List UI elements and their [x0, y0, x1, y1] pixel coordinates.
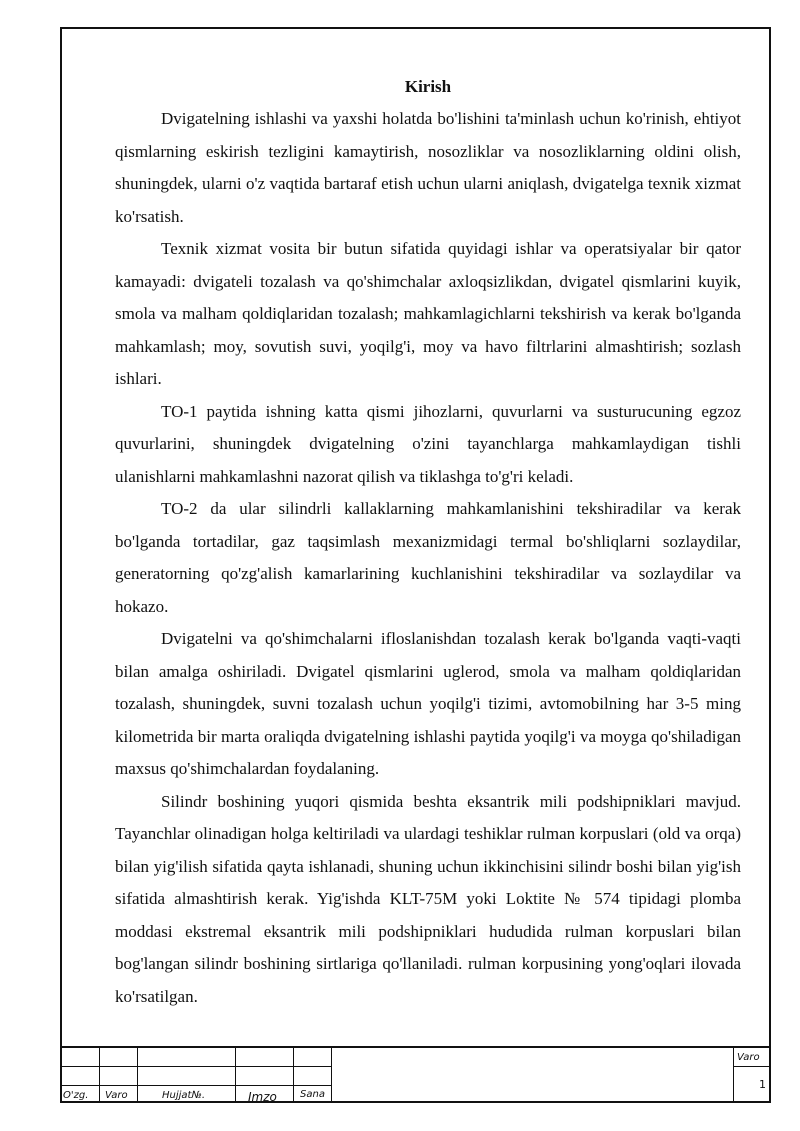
- document-title: Kirish: [404, 77, 452, 96]
- stamp-sheet-label: Varo: [737, 1052, 760, 1063]
- stamp-label-document-number: Hujjat№.: [162, 1090, 206, 1101]
- stamp-col-line-4: [293, 1048, 294, 1103]
- stamp-col-line-3: [235, 1048, 236, 1103]
- stamp-row-line-1: [60, 1066, 331, 1067]
- paragraph-2: Texnik xizmat vosita bir butun sifatida quyidagi ishlar va operatsiyalar bir qator kamayadi: dvigateli tozalash va qo'shimchalar axloqsizlikdan, dvigatel qismlarini kuyik, smola va malham qoldiqlaridan tozalash; mahkamlagichlarni tekshirish va kerak bo'lganda mahkamlash; moy, sovutish suvi, yoqilg'i, moy va havo filtrlarini almashtirish; sozlash ishlari.: [115, 239, 741, 388]
- stamp-col-line-6: [733, 1048, 734, 1103]
- stamp-col-line-5: [331, 1048, 332, 1103]
- paragraph-1: Dvigatelning ishlashi va yaxshi holatda bo'lishini ta'minlash uchun ko'rinish, ehtiyot qismlarning eskirish tezligini kamaytirish, nosozliklar va nosozliklarning oldini olish, shuningdek, ularni o'z vaqtida bartaraf etish uchun ularni aniqlash, dvigatelga texnik xizmat ko'rsatish.: [115, 109, 741, 226]
- paragraph-3: TO-1 paytida ishning katta qismi jihozlarni, quvurlarni va susturucuning egzoz quvurlarini, shuningdek dvigatelning o'zini tayanchlarga mahkamlaydigan tishli ulanishlarni mahkamlashni nazorat qilish va tiklashga to'g'ri keladi.: [115, 401, 741, 486]
- paragraph-4: TO-2 da ular silindrli kallaklarning mahkamlanishini tekshiradilar va kerak bo'lganda tortadilar, gaz taqsimlash mexanizmidagi termal bo'shliqlarni sozlaydilar, generatorning qo'zg'alish kamarlarining kuchlanishini tekshiradilar va sozlaydilar va hokazo.: [115, 499, 741, 616]
- stamp-col-line-2: [137, 1048, 138, 1103]
- paragraph-6: Silindr boshining yuqori qismida beshta eksantrik mili podshipniklari mavjud. Tayanchlar olinadigan holga keltiriladi va ulardagi teshiklar rulman korpuslari (old va orqa) bilan yig'ilish sifatida qayta ishlanadi, shuning uchun ikkinchisini silindr boshi bilan yig'ish sifatida almashtirish kerak. Yig'ishda KLT-75M yoki Loktite № 574 tipidagi plomba moddasi ekstremal eksantrik mili podshipniklari hududida rulman korpuslari bilan bog'langan silindr boshining sirtlariga qo'llaniladi. rulman korpusining yong'oqlari ilovada ko'rsatilgan.: [115, 791, 741, 1006]
- stamp-label-signature: Imzo: [248, 1090, 277, 1104]
- stamp-col-line-1: [99, 1048, 100, 1103]
- stamp-label-sheet: Varo: [105, 1090, 128, 1101]
- stamp-label-change: O'zg.: [63, 1090, 89, 1101]
- document-body: [115, 71, 741, 1013]
- title-block: [60, 1046, 771, 1103]
- page-number: 1: [759, 1078, 766, 1091]
- stamp-row-line-2: [60, 1085, 331, 1086]
- paragraph-5: Dvigatelni va qo'shimchalarni ifloslanishdan tozalash kerak bo'lganda vaqti-vaqti bilan amalga oshiriladi. Dvigatel qismlarini uglerod, smola va malham qoldiqlaridan tozalash, shuningdek, suvni tozalash uchun yoqilg'i tizimi, avtomobilning har 3-5 ming kilometrida bir marta oraliqda dvigatelning ishlashi paytida yoqilg'i va moyga qo'shiladigan maxsus qo'shimchalardan foydalaning.: [115, 629, 741, 778]
- stamp-label-date: Sana: [300, 1089, 325, 1100]
- stamp-sheet-line: [733, 1066, 771, 1067]
